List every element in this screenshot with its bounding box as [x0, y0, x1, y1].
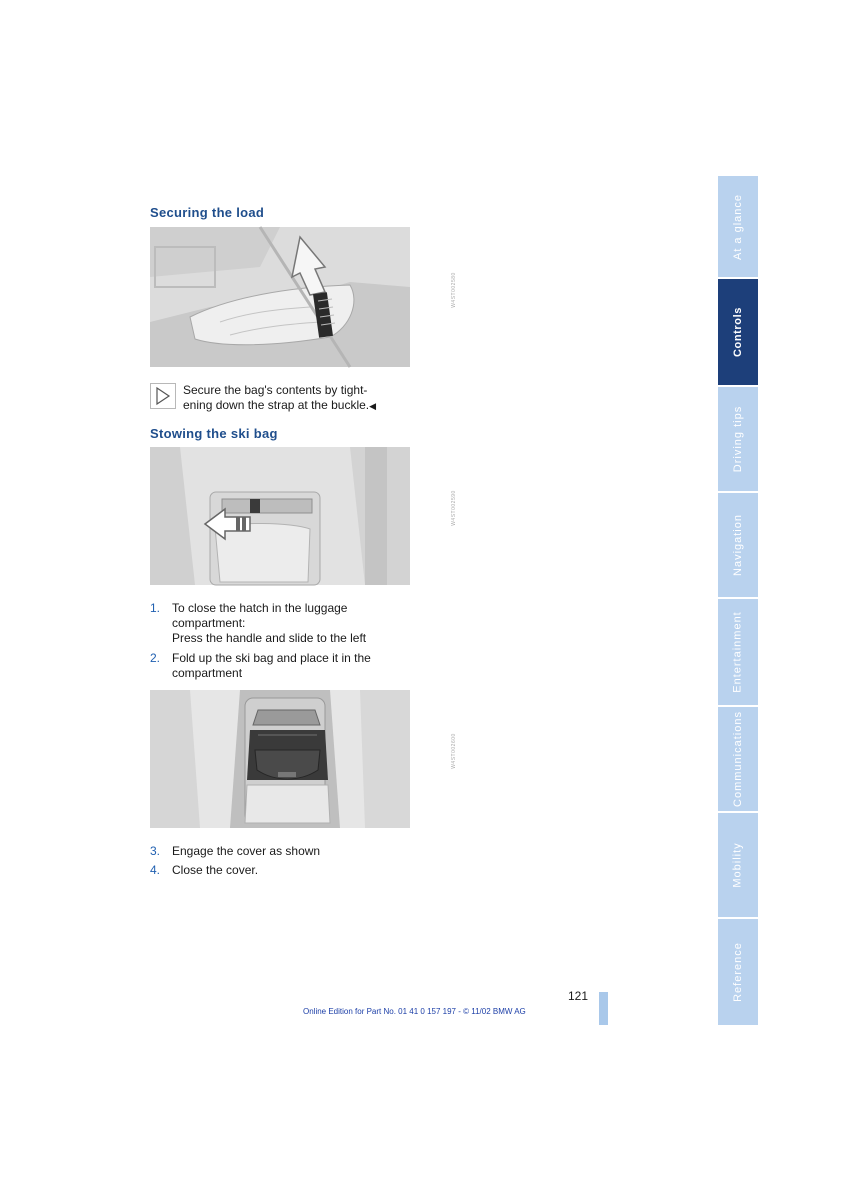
step-number: 1.: [150, 601, 161, 615]
end-mark-icon: ◀: [369, 401, 377, 411]
tab-label: Communications: [732, 711, 745, 807]
tab-label: Controls: [732, 306, 744, 358]
step-text: Press the handle and slide to the left: [172, 631, 367, 645]
illustration-cover: [150, 690, 410, 828]
step-text: Close the cover.: [172, 863, 259, 877]
step-text: To close the hatch in the luggage: [172, 601, 348, 615]
tab-label: At a glance: [732, 193, 745, 260]
page-number-bar: [599, 992, 608, 1025]
tab-label: Reference: [732, 942, 745, 1002]
list-item: [150, 844, 420, 859]
step-text: Fold up the ski bag and place it in the: [172, 651, 371, 665]
tab-communications[interactable]: [718, 707, 758, 811]
figure-ski-bag-compartment: [150, 690, 458, 828]
section-heading-securing-load: Securing the load: [150, 205, 265, 220]
tab-label: Navigation: [732, 514, 745, 576]
step-number: 2.: [150, 651, 161, 665]
footer-edition-note: Online Edition for Part No. 01 41 0 157 197 - © 11/02 BMW AG: [303, 1007, 526, 1016]
step-number: 3.: [150, 844, 161, 858]
note-triangle-icon: [150, 383, 176, 409]
list-item: [150, 601, 420, 646]
step-text: compartment: [172, 666, 243, 680]
tab-entertainment[interactable]: [718, 599, 758, 705]
figure-securing-load: [150, 227, 458, 367]
note-line-2: ening down the strap at the buckle.: [183, 398, 370, 412]
step-text: compartment:: [172, 616, 246, 630]
section-heading-stowing-ski-bag: Stowing the ski bag: [150, 426, 278, 441]
page-number: 121: [568, 989, 589, 1003]
note-text: [183, 383, 413, 414]
figure-code: W4ST002580: [451, 272, 458, 308]
list-item: [150, 863, 420, 878]
tab-at-a-glance[interactable]: [718, 176, 758, 277]
tab-reference[interactable]: [718, 919, 758, 1025]
note-line-1: Secure the bag's contents by tight-: [183, 383, 368, 397]
chapter-sidebar: [718, 176, 758, 1025]
tab-navigation[interactable]: [718, 493, 758, 597]
step-text: Engage the cover as shown: [172, 844, 321, 858]
figure-code: W4ST002600: [451, 733, 458, 769]
list-item: [150, 651, 420, 681]
steps-list-2: [150, 844, 420, 883]
figure-code: W4ST002590: [451, 490, 458, 526]
tab-mobility[interactable]: [718, 813, 758, 917]
tab-label: Driving tips: [732, 405, 744, 473]
step-number: 4.: [150, 863, 161, 877]
steps-list-1: [150, 601, 420, 686]
illustration-hatch-handle: [150, 447, 410, 585]
tab-driving-tips[interactable]: [718, 387, 758, 491]
tab-controls[interactable]: [718, 279, 758, 385]
tab-label: Mobility: [732, 842, 745, 888]
figure-stowing-ski-bag: [150, 447, 458, 585]
illustration-strap-buckle: [150, 227, 410, 367]
tab-label: Entertainment: [732, 611, 745, 693]
